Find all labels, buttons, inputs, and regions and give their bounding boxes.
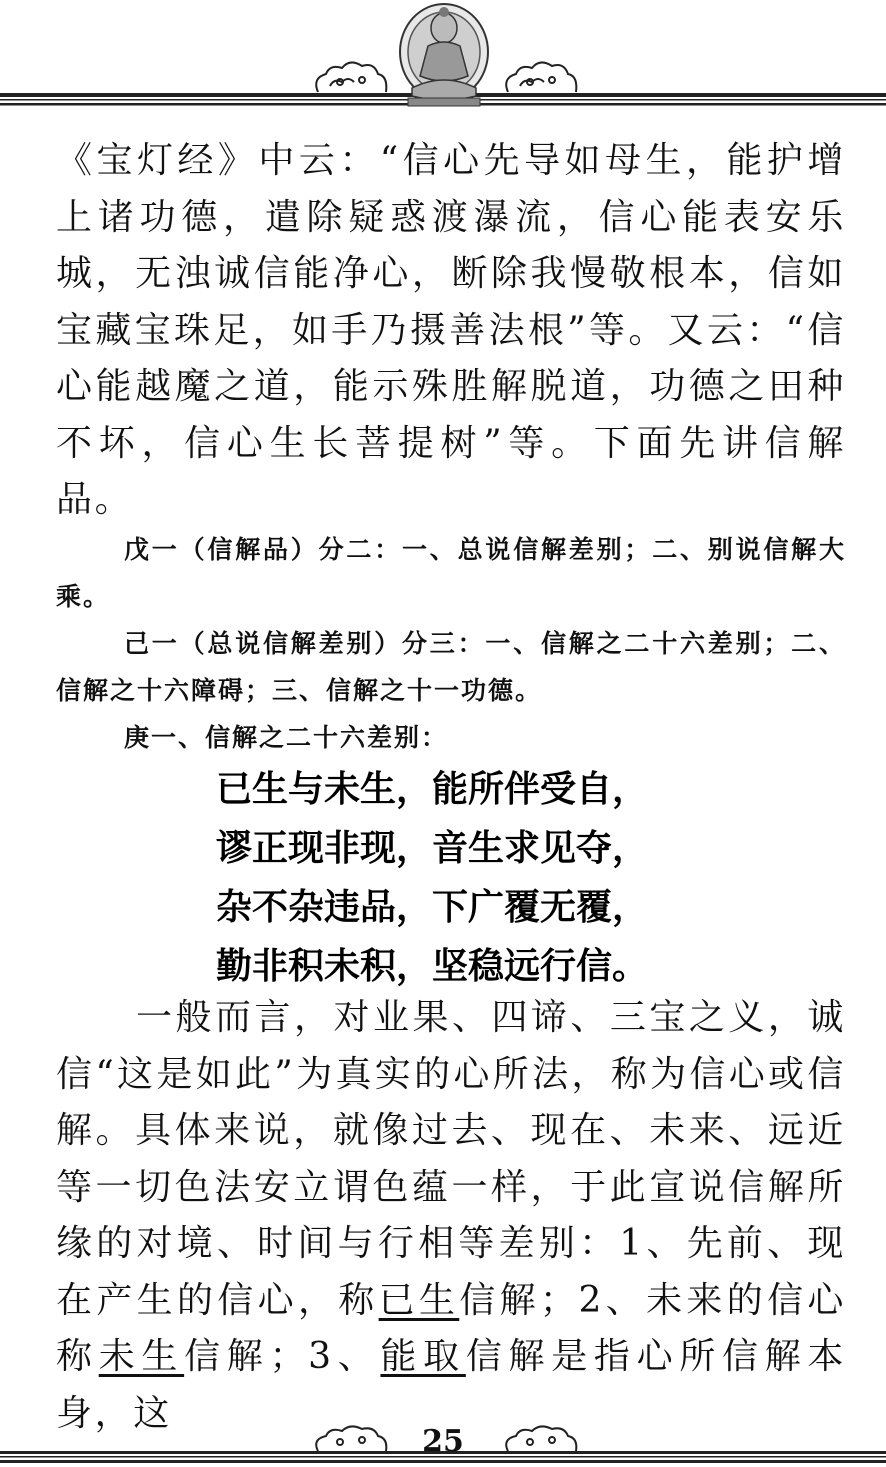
root-verse	[216, 760, 716, 996]
commentary-text: 信解；2、未来的信心称	[56, 1279, 846, 1377]
verse-line: 杂不杂违品，下广覆无覆，	[216, 887, 649, 928]
opening-paragraph: 《宝灯经》中云：“信心先导如母生，能护增上诸功德，遣除疑惑渡瀑流，信心能表安乐城，无浊诚信能净心，断除我慢敬根本，信如宝藏宝珠足，如手乃摄善法根”等。又云：“信心能越魔之道，能示殊胜解脱道，功德之田种不坏，信心生长菩提树”等。下面先讲信解品。	[56, 140, 846, 520]
buddha-figure-icon	[398, 2, 490, 108]
outline-heading-1: 戊一（信解品）分二：一、总说信解差别；二、别说信解大乘。	[56, 535, 846, 611]
verse-line: 已生与未生，能所伴受自，	[216, 769, 649, 810]
verse-line: 谬正现非现，音生求见夺，	[216, 828, 649, 869]
cloud-left-icon	[316, 62, 386, 92]
commentary-text: 信解是指心所信解本身，这	[56, 1336, 847, 1434]
cloud-right-icon	[506, 62, 576, 92]
term-already-arisen: 已生	[378, 1279, 460, 1321]
term-not-yet-arisen: 未生	[98, 1336, 185, 1377]
outline-heading-3: 庚一、信解之二十六差别：	[124, 723, 449, 752]
verse-line: 勤非积未积，坚稳远行信。	[216, 946, 649, 987]
term-apprehender: 能取	[380, 1336, 466, 1377]
cloud-right-icon	[506, 1426, 576, 1451]
outline-heading-2: 己一（总说信解差别）分三：一、信解之二十六差别；二、信解之十六障碍；三、信解之十一功德。	[56, 629, 846, 705]
commentary-text: 一般而言，对业果、四谛、三宝之义，诚信“这是如此”为真实的心所法，称为信心或信解。具体来说，就像过去、现在、未来、远近等一切色法安立谓色蕴一样，于此宣说信解所缘的对境、时间与行相等差别：1、先前、现在产生的信心，称	[56, 997, 846, 1321]
commentary-paragraph	[56, 990, 846, 1442]
cloud-left-icon	[316, 1426, 386, 1451]
page-number: 25	[422, 1424, 464, 1459]
commentary-text: 信解；3、	[184, 1336, 381, 1377]
